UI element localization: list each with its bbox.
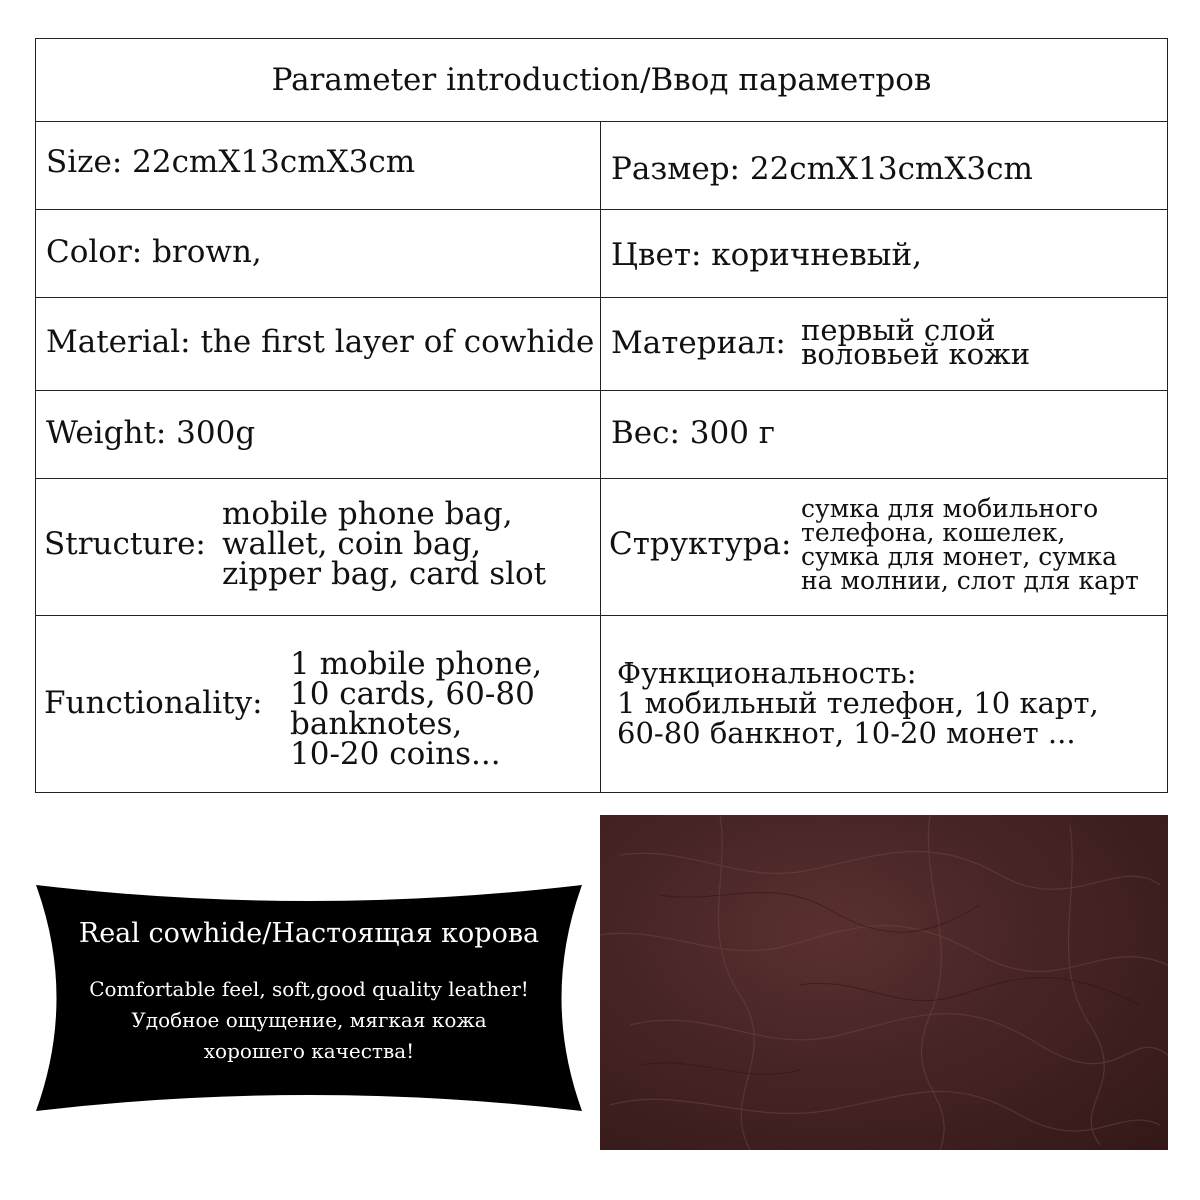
structure-ru-label: Структура: <box>609 526 792 562</box>
color-ru: Цвет: коричневый, <box>611 237 922 273</box>
structure-en-label: Structure: <box>44 526 206 562</box>
weight-en: Weight: 300g <box>46 415 256 451</box>
cell-size-ru <box>601 122 1167 209</box>
material-ru-label: Материал: <box>611 325 786 361</box>
cell-color-en <box>36 210 601 297</box>
banner-line: Comfortable feel, soft,good quality leather! <box>89 977 529 1001</box>
material-ru-line: воловьей кожи <box>801 337 1031 371</box>
functionality-ru-line: 1 мобильный телефон, 10 карт, <box>617 686 1099 720</box>
parameter-table <box>35 38 1168 793</box>
banner-title: Real cowhide/Настоящая корова <box>78 918 540 949</box>
cell-structure-ru <box>601 479 1167 615</box>
functionality-ru-line: Функциональность: <box>617 656 917 690</box>
functionality-en-line: 10 cards, 60-80 <box>290 676 535 712</box>
structure-en-line: mobile phone bag, <box>222 496 513 532</box>
functionality-ru-value <box>617 658 1099 748</box>
size-en: Size: 22cmX13cmX3cm <box>46 144 416 180</box>
cell-functionality-ru <box>601 616 1167 793</box>
cell-weight-en <box>36 391 601 478</box>
cell-size-en <box>36 122 601 209</box>
weight-ru: Вес: 300 г <box>611 415 776 451</box>
structure-ru-line: сумка для мобильного <box>801 494 1099 523</box>
material-en: Material: the first layer of cowhide <box>46 324 595 360</box>
size-ru: Размер: 22cmX13cmX3cm <box>611 151 1033 187</box>
functionality-en-line: banknotes, <box>290 706 463 742</box>
table-row-structure <box>36 479 1167 616</box>
material-ru-line: первый слой <box>801 313 996 347</box>
cell-weight-ru <box>601 391 1167 478</box>
cell-functionality-en <box>36 616 601 793</box>
cell-material-en <box>36 298 601 390</box>
structure-ru-line: сумка для монет, сумка <box>801 542 1117 571</box>
cell-structure-en <box>36 479 601 615</box>
leather-texture-image <box>600 815 1168 1150</box>
color-en: Color: brown, <box>46 234 262 270</box>
structure-ru-line: телефона, кошелек, <box>801 518 1066 547</box>
structure-en-line: wallet, coin bag, <box>222 526 482 562</box>
functionality-en-label: Functionality: <box>44 685 263 721</box>
table-row-weight <box>36 391 1167 479</box>
table-row-color <box>36 210 1167 298</box>
cowhide-banner <box>36 885 582 1111</box>
cell-material-ru <box>601 298 1167 390</box>
table-row-size <box>36 122 1167 210</box>
table-row-material <box>36 298 1167 391</box>
banner-line: хорошего качества! <box>203 1039 415 1063</box>
functionality-en-value <box>290 646 543 772</box>
structure-en-line: zipper bag, card slot <box>222 556 547 592</box>
functionality-en-line: 10-20 coins... <box>290 736 501 772</box>
cell-color-ru <box>601 210 1167 297</box>
structure-ru-line: на молнии, слот для карт <box>801 566 1139 595</box>
structure-en-value <box>222 496 547 592</box>
functionality-ru-line: 60-80 банкнот, 10-20 монет ... <box>617 716 1076 750</box>
material-ru-value <box>801 313 1031 371</box>
leather-creases <box>600 815 1168 1150</box>
table-title: Parameter introduction/Ввод параметров <box>36 39 1167 122</box>
functionality-en-line: 1 mobile phone, <box>290 646 543 682</box>
table-row-functionality <box>36 616 1167 793</box>
structure-ru-value <box>801 494 1139 595</box>
banner-line: Удобное ощущение, мягкая кожа <box>131 1008 487 1032</box>
